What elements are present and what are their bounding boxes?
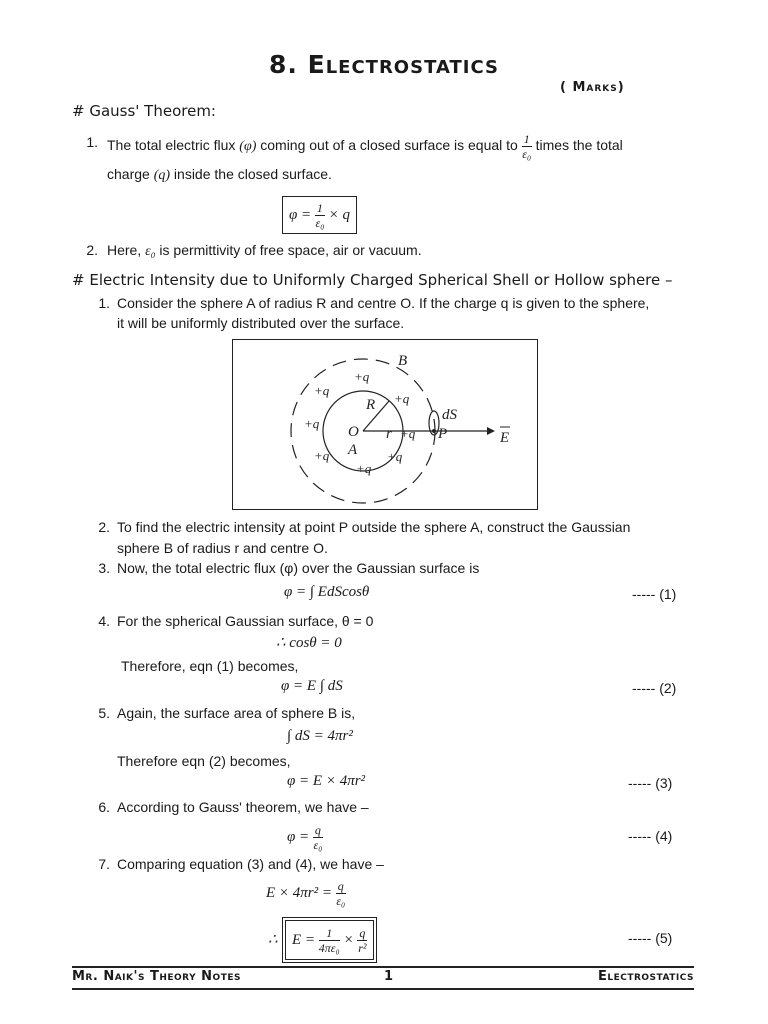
shell-point-1-line2: it will be uniformly distributed over the surface. — [117, 315, 405, 331]
label-p: P — [438, 426, 448, 442]
shell-heading: # Electric Intensity due to Uniformly Charged Spherical Shell or Hollow sphere – — [72, 271, 673, 289]
item-number: 1. — [98, 295, 110, 311]
equation-4: φ = $\frac{q}{\text{ε₀}}$ — [287, 823, 323, 853]
equation-1: φ = ∫ EdScosθ — [284, 584, 370, 600]
charge-label: +q — [387, 449, 403, 464]
gauss-point-1 — [107, 132, 623, 161]
label-R: R — [366, 397, 376, 413]
item-number: 2. — [86, 242, 98, 258]
shell-point-7: Comparing equation (3) and (4), we have – — [117, 856, 384, 872]
charge-label: +q — [314, 448, 330, 463]
eq-ref-1: ----- (1) — [632, 586, 677, 602]
comparison-equation: E × 4πr² = $\frac{q}{\text{ε₀}}$ — [266, 879, 346, 909]
diagram-frame — [233, 340, 538, 510]
therefore-text-1: Therefore, eqn (1) becomes, — [121, 658, 299, 674]
item-number: 2. — [98, 519, 110, 535]
shell-point-3: Now, the total electric flux (φ) over the Gaussian surface is — [117, 560, 480, 576]
label-e: E — [500, 430, 510, 446]
equation-2: φ = E ∫ dS — [281, 678, 343, 694]
charge-label: +q — [304, 416, 320, 431]
gauss-point-2: Here, ε₀ is permittivity of free space, air or vacuum. — [107, 242, 422, 259]
item-number: 1. — [86, 134, 98, 150]
gauss-heading: # Gauss' Theorem: — [72, 102, 216, 120]
label-b: B — [398, 353, 408, 369]
item-number: 5. — [98, 705, 110, 721]
gauss-point-1-line2: charge (q) inside the closed surface. — [107, 166, 332, 183]
item-number: 6. — [98, 799, 110, 815]
shell-point-2: To find the electric intensity at point P outside the sphere A, construct the Gaussian — [117, 519, 631, 535]
equation-3: φ = E × 4πr² — [287, 773, 366, 789]
text: coming out of a closed surface is equal to — [260, 137, 518, 154]
cos-equation: ∴ cosθ = 0 — [276, 635, 342, 651]
footer-chapter: Electrostatics — [597, 969, 694, 984]
eq-ref-5: ----- (5) — [628, 930, 673, 946]
label-r: r — [386, 426, 392, 442]
footer-author: Mr. Naik's Theory Notes — [72, 969, 241, 984]
label-ds: dS — [442, 407, 457, 423]
therefore-symbol: ∴ — [268, 932, 278, 948]
item-number: 7. — [98, 856, 110, 872]
fraction: $\frac{1}{\text{ε₀}}$ — [522, 132, 532, 161]
charge-label: +q — [354, 369, 370, 384]
eq-ref-3: ----- (3) — [628, 775, 673, 791]
page-title: 8. Electrostatics — [269, 50, 499, 79]
charge-label: +q — [394, 391, 410, 406]
area-equation: ∫ dS = 4πr² — [287, 728, 353, 744]
therefore-text-2: Therefore eqn (2) becomes, — [117, 753, 291, 769]
footer-page-number: 1 — [384, 969, 394, 984]
shell-point-4: For the spherical Gaussian surface, θ = 0 — [117, 613, 374, 629]
eq-ref-4: ----- (4) — [628, 828, 673, 844]
charge-label: +q — [314, 383, 330, 398]
math-phi: (φ) — [239, 139, 257, 155]
shell-point-1: Consider the sphere A of radius R and centre O. If the charge q is given to the sphere, — [117, 295, 650, 311]
page-footer — [72, 966, 694, 990]
item-number: 4. — [98, 613, 110, 629]
label-a: A — [348, 442, 358, 458]
point-p — [432, 429, 436, 433]
charge-label: +q — [400, 426, 416, 441]
final-equation-box: E = $\frac{1}{\text{4πε₀}}$ × $\frac{q}{\text{r²}}$ — [285, 920, 374, 960]
sphere-diagram — [232, 339, 538, 510]
shell-point-5: Again, the surface area of sphere B is, — [117, 705, 356, 721]
item-number: 3. — [98, 560, 110, 576]
arrow-head — [487, 427, 495, 435]
eq-ref-2: ----- (2) — [632, 680, 677, 696]
shell-point-6: According to Gauss' theorem, we have – — [117, 799, 369, 815]
shell-point-2-line2: sphere B of radius r and centre O. — [117, 540, 328, 556]
gauss-equation-box: φ = $\frac{1}{\text{ε₀}}$ × q — [282, 196, 357, 234]
marks-label: ( Marks) — [560, 80, 625, 95]
text: times the total — [535, 137, 623, 154]
charge-label: +q — [356, 461, 372, 476]
text: The total electric flux — [107, 137, 236, 154]
label-o: O — [348, 424, 359, 440]
